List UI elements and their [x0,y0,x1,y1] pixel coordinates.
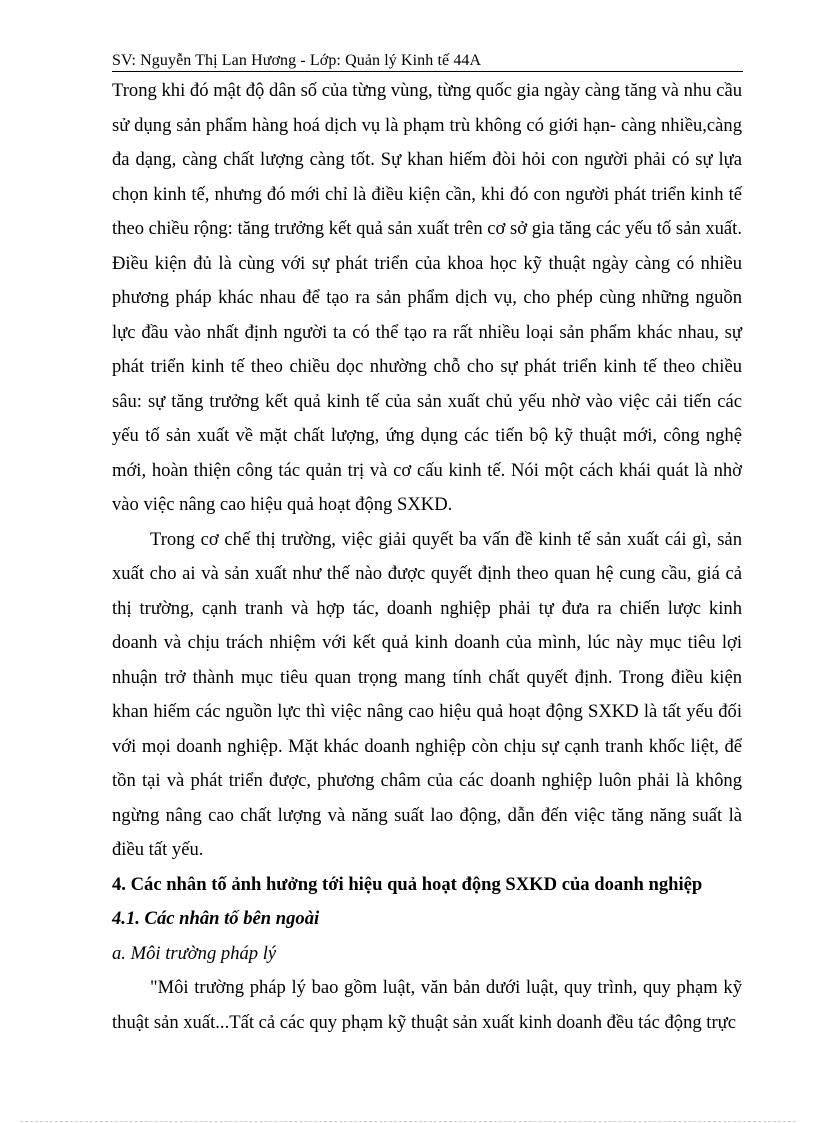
section-heading: 4. Các nhân tố ảnh hưởng tới hiệu quả hoạt động SXKD của doanh nghiệp [112,873,703,895]
body-paragraph-1: Trong khi đó mật độ dân số của từng vùng, từng quốc gia ngày càng tăng và nhu cầu sử dụng sản phẩm hàng hoá dịch vụ là phạm trù không có giới hạn- càng nhiều,càng đa dạng, càng chất lượng càng tốt. Sự khan hiếm đòi hỏi con người phải có sự lựa chọn kinh tế, nhưng đó mới chỉ là điều kiện cần, khi đó con người phát triển kinh tế theo chiều rộng: tăng trưởng kết quả sản xuất trên cơ sở gia tăng các yếu tố sản xuất. Điều kiện đủ là cùng với sự phát triển của khoa học kỹ thuật ngày càng có nhiều phương pháp khác nhau để tạo ra sản phẩm dịch vụ, cho phép cùng những nguồn lực đầu vào nhất định người ta có thể tạo ra rất nhiều loại sản phẩm khác nhau, sự phát triển kinh tế theo chiều dọc nhường chỗ cho sự phát triển kinh tế theo chiều sâu: sự tăng trưởng kết quả kinh tế của sản xuất chủ yếu nhờ vào việc cải tiến các yếu tố sản xuất về mặt chất lượng, ứng dụng các tiến bộ kỹ thuật mới, công nghệ mới, hoàn thiện công tác quản trị và cơ cấu kinh tế. Nói một cách khái quát là nhờ vào việc nâng cao hiệu quả hoạt động SXKD. [112,80,742,515]
page-header: SV: Nguyễn Thị Lan Hương - Lớp: Quản lý Kinh tế 44A [112,52,482,69]
page-bottom-divider [20,1121,796,1122]
body-paragraph-3: "Môi trường pháp lý bao gồm luật, văn bản dưới luật, quy trình, quy phạm kỹ thuật sản xuất...Tất cả các quy phạm kỹ thuật sản xuất kinh doanh đều tác động trực [112,977,742,1033]
minor-heading: a. Môi trường pháp lý [112,942,277,964]
document-body [112,74,742,1040]
header-divider [112,71,743,72]
subsection-heading: 4.1. Các nhân tố bên ngoài [112,908,320,929]
body-paragraph-2: Trong cơ chế thị trường, việc giải quyết ba vấn đề kinh tế sản xuất cái gì, sản xuất cho ai và sản xuất như thế nào được quyết định theo quan hệ cung cầu, giá cả thị trường, cạnh tranh và hợp tác, doanh nghiệp phải tự đưa ra chiến lược kinh doanh và chịu trách nhiệm với kết quả kinh doanh của mình, lúc này mục tiêu lợi nhuận trở thành mục tiêu quan trọng mang tính chất quyết định. Trong điều kiện khan hiếm các nguồn lực thì việc nâng cao hiệu quả hoạt động SXKD là tất yếu đối với mọi doanh nghiệp. Mặt khác doanh nghiệp còn chịu sự cạnh tranh khốc liệt, để tồn tại và phát triển được, phương châm của các doanh nghiệp luôn phải là không ngừng nâng cao chất lượng và năng suất lao động, dẫn đến việc tăng năng suất là điều tất yếu. [112,528,742,860]
